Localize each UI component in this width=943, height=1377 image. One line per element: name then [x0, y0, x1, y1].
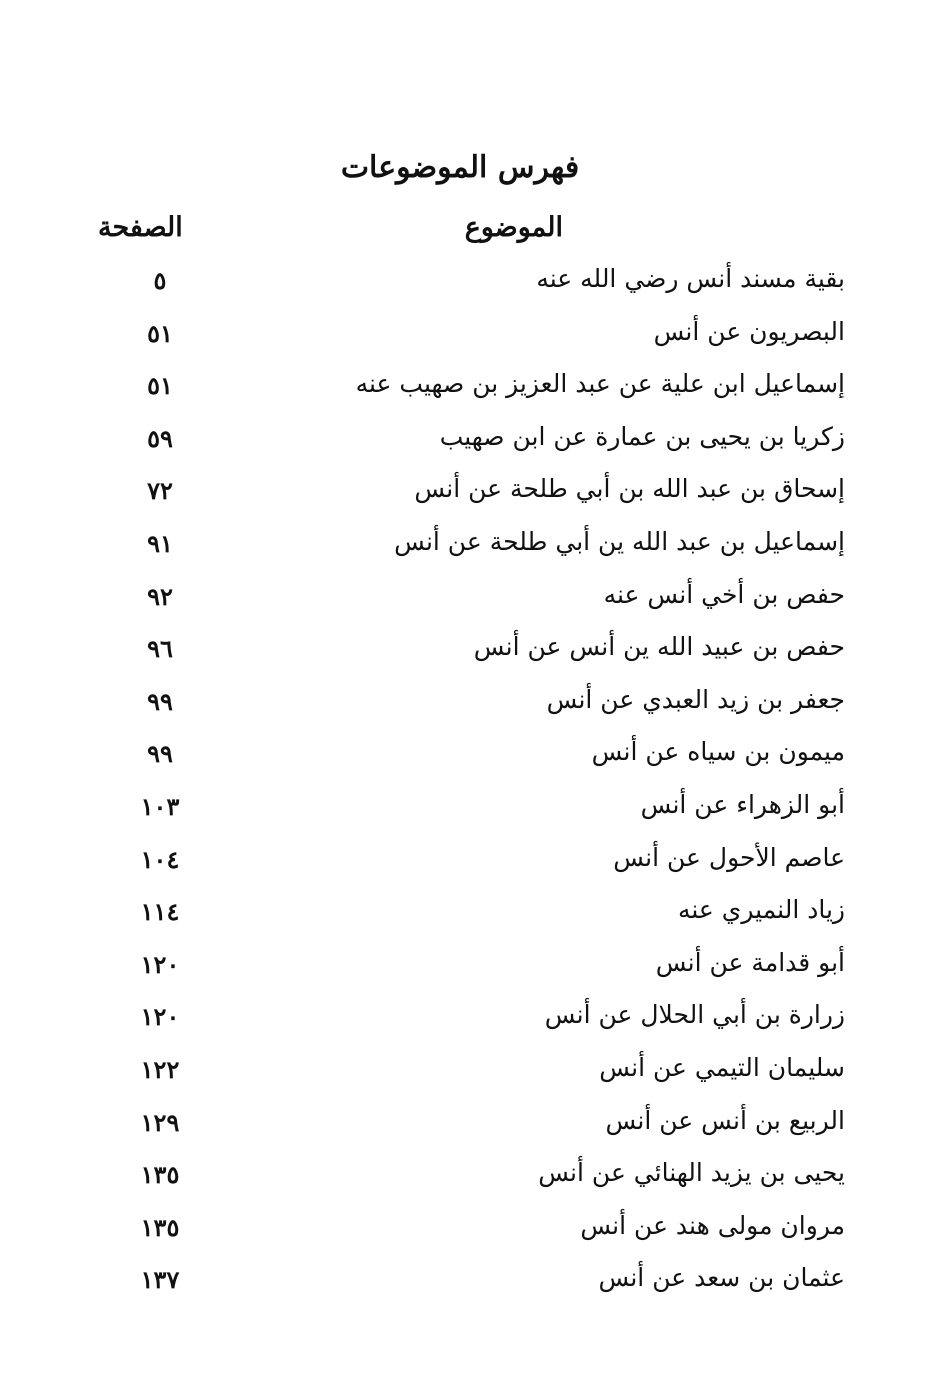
entry-topic: أبو الزهراء عن أنس: [640, 789, 845, 819]
entry-page-number: ٩٢: [147, 581, 173, 611]
entry-topic: البصريون عن أنس: [653, 316, 845, 346]
index-entry: [0, 1205, 943, 1258]
entry-topic: مروان مولى هند عن أنس: [580, 1210, 845, 1240]
index-entry: [0, 521, 943, 574]
index-entry: [0, 679, 943, 732]
page-title: فهرس الموضوعات: [340, 150, 580, 185]
entry-topic: يحيى بن يزيد الهنائي عن أنس: [538, 1158, 845, 1188]
index-entry: [0, 574, 943, 627]
entry-page-number: ١٣٥: [140, 1160, 180, 1190]
topic-column-header: الموضوع: [464, 212, 563, 243]
entry-page-number: ٥: [153, 266, 167, 295]
index-entry: [0, 1257, 943, 1310]
entry-page-number: ١١٤: [140, 897, 180, 927]
index-entry: [0, 258, 943, 311]
page-column-header: الصفحة: [98, 212, 183, 243]
index-entry: [0, 889, 943, 942]
index-entry: [0, 1152, 943, 1205]
entry-page-number: ٩٦: [147, 634, 173, 664]
entry-page-number: ١٣٥: [140, 1212, 180, 1242]
index-entry: [0, 837, 943, 890]
entry-page-number: ٩٩: [147, 686, 173, 716]
index-entry: [0, 784, 943, 837]
index-entry: [0, 311, 943, 364]
index-entry: [0, 731, 943, 784]
entry-topic: سليمان التيمي عن أنس: [599, 1052, 845, 1082]
entry-page-number: ٩١: [147, 528, 173, 558]
entry-page-number: ٥١: [147, 318, 173, 348]
entry-topic: بقية مسند أنس رضي الله عنه: [536, 264, 845, 293]
entry-page-number: ١٢٠: [140, 949, 180, 979]
entry-topic: زكريا بن يحيى بن عمارة عن ابن صهيب: [439, 421, 845, 451]
entry-topic: عاصم الأحول عن أنس: [613, 842, 845, 872]
entry-page-number: ٧٢: [147, 476, 173, 506]
entry-topic: جعفر بن زيد العبدي عن أنس: [546, 684, 845, 714]
index-entry: [0, 942, 943, 995]
entry-page-number: ٩٩: [147, 739, 173, 769]
entry-topic: حفص بن عبيد الله ين أنس عن أنس: [473, 632, 845, 662]
entry-topic: عثمان بن سعد عن أنس: [598, 1263, 845, 1293]
index-entry: [0, 1100, 943, 1153]
entry-topic: الربيع بن أنس عن أنس: [605, 1105, 845, 1135]
entry-page-number: ١٢٠: [140, 1002, 180, 1032]
entry-page-number: ٥٩: [147, 423, 173, 453]
entry-topic: ميمون بن سياه عن أنس: [591, 737, 845, 767]
entry-topic: إسماعيل بن عبد الله ين أبي طلحة عن أنس: [394, 526, 845, 556]
entry-page-number: ٥١: [147, 371, 173, 401]
entry-page-number: ١٢٩: [140, 1107, 180, 1137]
entry-topic: زرارة بن أبي الحلال عن أنس: [544, 1000, 845, 1030]
entry-topic: إسماعيل ابن علية عن عبد العزيز بن صهيب عنه: [355, 369, 845, 399]
entry-page-number: ١٢٢: [140, 1054, 180, 1084]
index-entry: [0, 468, 943, 521]
index-entry: [0, 363, 943, 416]
entry-topic: حفص بن أخي أنس عنه: [603, 579, 845, 609]
index-entry: [0, 416, 943, 469]
entry-topic: أبو قدامة عن أنس: [655, 947, 845, 977]
entry-topic: إسحاق بن عبد الله بن أبي طلحة عن أنس: [414, 474, 845, 504]
index-entry: [0, 994, 943, 1047]
entry-page-number: ١٣٧: [140, 1265, 180, 1295]
entry-page-number: ١٠٣: [140, 791, 180, 821]
index-entry: [0, 1047, 943, 1100]
index-entry: [0, 626, 943, 679]
entry-topic: زياد النميري عنه: [677, 895, 845, 925]
index-list: [0, 258, 943, 1310]
entry-page-number: ١٠٤: [140, 844, 180, 874]
